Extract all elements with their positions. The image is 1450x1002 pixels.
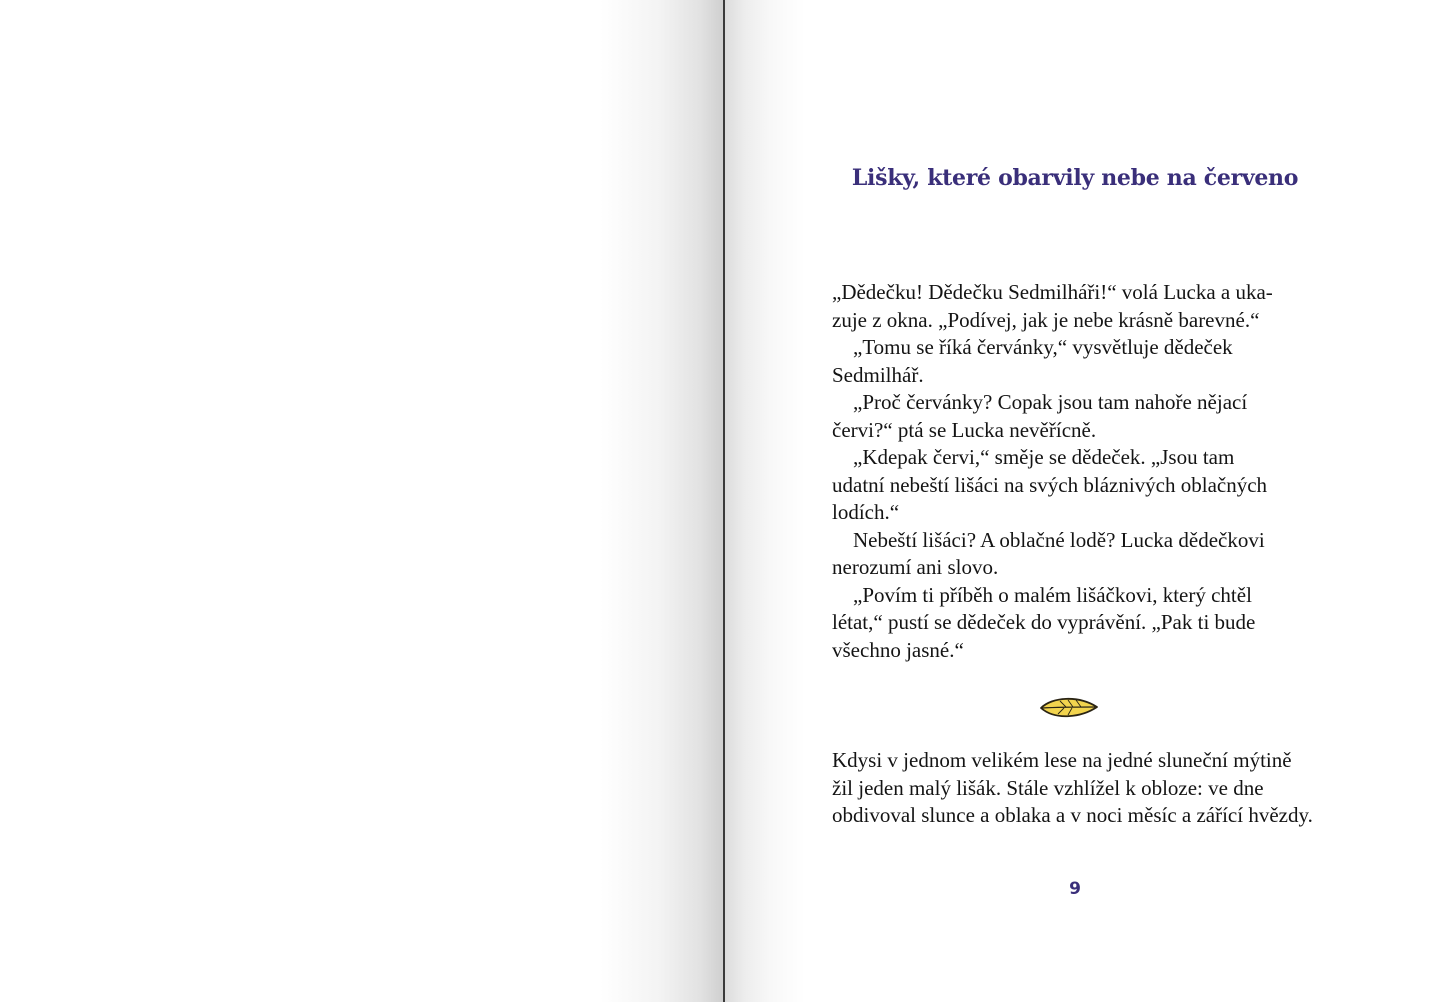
text-line: Nebeští lišáci? A oblačné lodě? Lucka dědečkovi [853,527,1265,552]
text-line: udatní nebeští lišáci na svých bláznivých oblačných [832,472,1268,497]
text-line: nerozumí ani slovo. [832,555,999,579]
text-line: obdivoval slunce a oblaka a v noci měsíc a zářící hvězdy. [832,803,1313,827]
left-page-blank [0,0,724,1002]
text-line: létat,“ pustí se dědeček do vyprávění. „Pak ti bude [832,610,1256,634]
text-line: „Dědečku! Dědečku Sedmilháři!“ volá Lucka a uka- [832,280,1273,304]
intro-dialogue [832,279,1322,664]
text-line: „Kdepak červi,“ směje se dědeček. „Jsou tam [853,445,1235,469]
text-line: všechno jasné.“ [832,637,964,662]
text-line: červi?“ ptá se Lucka nevěřícně. [832,417,1097,442]
text-line: „Proč červánky? Copak jsou tam nahoře nějací [853,390,1248,414]
text-line: žil jeden malý lišák. Stále vzhlížel k obloze: ve dne [832,775,1264,800]
text-line: „Povím ti příběh o malém lišáčkovi, který chtěl [853,582,1252,607]
chapter-title: Lišky, které obarvily nebe na červeno [851,165,1299,191]
page-number: 9 [1069,879,1081,899]
story-opening [832,747,1322,830]
text-line: Kdysi v jednom velikém lese na jedné sluneční mýtině [832,748,1292,772]
text-line: zuje z okna. „Podívej, jak je nebe krásně barevné.“ [832,307,1260,332]
text-line: lodích.“ [832,500,900,524]
text-line: Sedmilhář. [832,362,924,387]
feather-leaf-icon [1038,692,1100,724]
text-line: „Tomu se říká červánky,“ vysvětluje dědeček [853,335,1233,359]
